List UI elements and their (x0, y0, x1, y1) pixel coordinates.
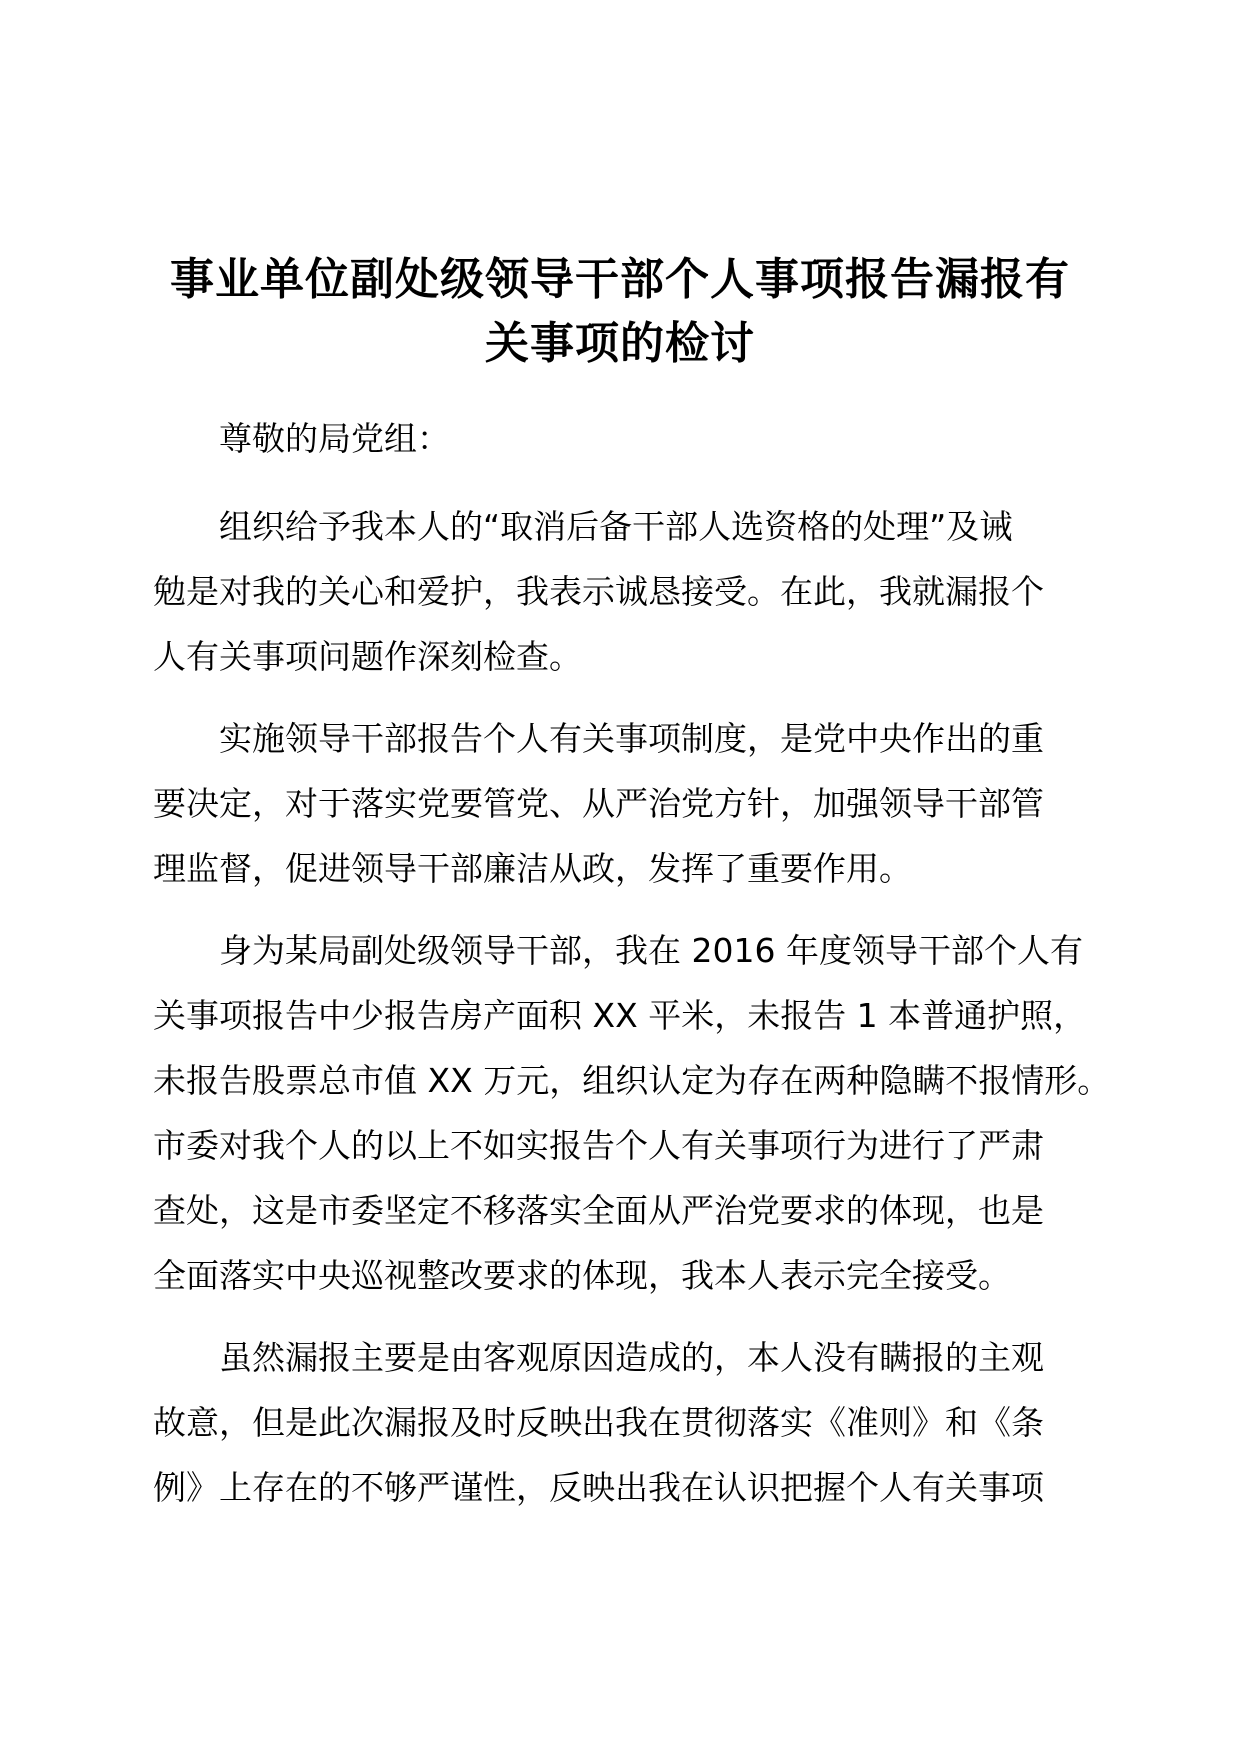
paragraph-line: 例》上存在的不够严谨性，反映出我在认识把握个人有关事项 (153, 1468, 1044, 1507)
paragraph (153, 1325, 1093, 1520)
paragraph-line: 查处，这是市委坚定不移落实全面从严治党要求的体现，也是 (153, 1191, 1044, 1230)
paragraph-line: 实施领导干部报告个人有关事项制度，是党中央作出的重 (219, 719, 1044, 758)
paragraph (153, 706, 1093, 901)
paragraph-line: 勉是对我的关心和爱护，我表示诚恳接受。在此，我就漏报个 (153, 572, 1044, 611)
paragraph-line: 人有关事项问题作深刻检查。 (153, 637, 582, 676)
paragraph-line: 理监督，促进领导干部廉洁从政，发挥了重要作用。 (153, 849, 912, 888)
paragraph-line: 虽然漏报主要是由客观原因造成的，本人没有瞒报的主观 (219, 1338, 1044, 1377)
paragraph-line: 市委对我个人的以上不如实报告个人有关事项行为进行了严肃 (153, 1126, 1044, 1165)
salutation: 尊敬的局党组： (219, 419, 450, 458)
title-line: 事业单位副处级领导干部个人事项报告漏报有 (170, 254, 1070, 305)
paragraph (153, 918, 1111, 1308)
paragraph-line: 未报告股票总市值 XX 万元，组织认定为存在两种隐瞒不报情形。 (153, 1061, 1111, 1100)
paragraph-line: 要决定，对于落实党要管党、从严治党方针，加强领导干部管 (153, 784, 1044, 823)
title-line: 关事项的检讨 (485, 318, 755, 369)
paragraph-line: 关事项报告中少报告房产面积 XX 平米，未报告 1 本普通护照， (153, 996, 1087, 1035)
paragraph (153, 494, 1093, 689)
paragraph-line: 组织给予我本人的“取消后备干部人选资格的处理”及诫 (219, 507, 1013, 546)
paragraph-line: 故意，但是此次漏报及时反映出我在贯彻落实《准则》和《条 (153, 1403, 1044, 1442)
paragraph-line: 全面落实中央巡视整改要求的体现，我本人表示完全接受。 (153, 1256, 1011, 1295)
document-title (150, 248, 1090, 376)
paragraph-line: 身为某局副处级领导干部，我在 2016 年度领导干部个人有 (219, 931, 1083, 970)
